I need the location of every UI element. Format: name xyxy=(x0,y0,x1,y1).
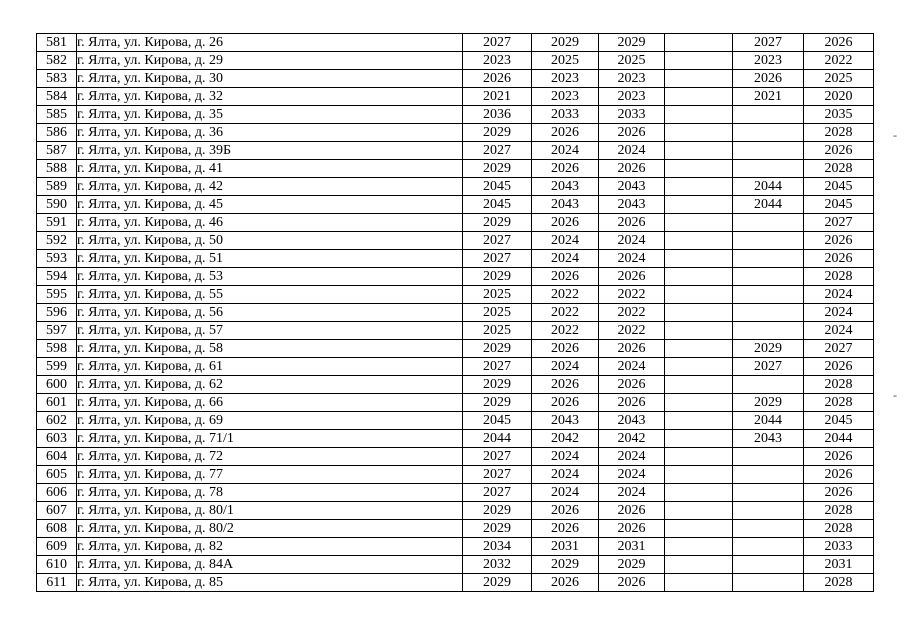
year-cell-6: 2020 xyxy=(804,88,874,106)
table-row xyxy=(37,520,874,538)
table-row xyxy=(37,484,874,502)
schedule-table xyxy=(36,33,874,592)
year-cell-2: 2024 xyxy=(532,466,599,484)
year-cell-2: 2029 xyxy=(532,34,599,52)
year-cell-5 xyxy=(733,142,804,160)
year-cell-1: 2027 xyxy=(463,448,532,466)
year-cell-6: 2026 xyxy=(804,250,874,268)
table-row xyxy=(37,376,874,394)
year-cell-4 xyxy=(665,250,733,268)
table-row xyxy=(37,358,874,376)
year-cell-2: 2024 xyxy=(532,358,599,376)
address-cell: г. Ялта, ул. Кирова, д. 61 xyxy=(77,358,463,376)
address-cell: г. Ялта, ул. Кирова, д. 26 xyxy=(77,34,463,52)
year-cell-6: 2026 xyxy=(804,232,874,250)
year-cell-5: 2044 xyxy=(733,412,804,430)
year-cell-4 xyxy=(665,430,733,448)
year-cell-5 xyxy=(733,574,804,592)
year-cell-5: 2029 xyxy=(733,340,804,358)
year-cell-1: 2029 xyxy=(463,268,532,286)
table-row xyxy=(37,340,874,358)
address-cell: г. Ялта, ул. Кирова, д. 29 xyxy=(77,52,463,70)
table-row xyxy=(37,574,874,592)
row-number-cell: 611 xyxy=(37,574,77,592)
year-cell-2: 2042 xyxy=(532,430,599,448)
address-cell: г. Ялта, ул. Кирова, д. 62 xyxy=(77,376,463,394)
year-cell-1: 2032 xyxy=(463,556,532,574)
table-row xyxy=(37,430,874,448)
table-row xyxy=(37,34,874,52)
year-cell-1: 2027 xyxy=(463,466,532,484)
year-cell-5 xyxy=(733,106,804,124)
row-number-cell: 584 xyxy=(37,88,77,106)
year-cell-4 xyxy=(665,160,733,178)
address-cell: г. Ялта, ул. Кирова, д. 41 xyxy=(77,160,463,178)
row-number-cell: 594 xyxy=(37,268,77,286)
year-cell-4 xyxy=(665,376,733,394)
year-cell-6: 2028 xyxy=(804,502,874,520)
address-cell: г. Ялта, ул. Кирова, д. 39Б xyxy=(77,142,463,160)
year-cell-2: 2031 xyxy=(532,538,599,556)
year-cell-5 xyxy=(733,502,804,520)
row-number-cell: 599 xyxy=(37,358,77,376)
address-cell: г. Ялта, ул. Кирова, д. 66 xyxy=(77,394,463,412)
table-row xyxy=(37,196,874,214)
year-cell-3: 2026 xyxy=(599,214,665,232)
year-cell-3: 2024 xyxy=(599,232,665,250)
year-cell-5 xyxy=(733,304,804,322)
row-number-cell: 607 xyxy=(37,502,77,520)
table-row xyxy=(37,502,874,520)
year-cell-1: 2029 xyxy=(463,214,532,232)
year-cell-4 xyxy=(665,412,733,430)
year-cell-3: 2024 xyxy=(599,358,665,376)
year-cell-3: 2026 xyxy=(599,520,665,538)
year-cell-3: 2024 xyxy=(599,484,665,502)
year-cell-5 xyxy=(733,520,804,538)
year-cell-4 xyxy=(665,502,733,520)
year-cell-1: 2025 xyxy=(463,286,532,304)
year-cell-3: 2023 xyxy=(599,88,665,106)
address-cell: г. Ялта, ул. Кирова, д. 35 xyxy=(77,106,463,124)
year-cell-2: 2023 xyxy=(532,70,599,88)
address-cell: г. Ялта, ул. Кирова, д. 72 xyxy=(77,448,463,466)
year-cell-4 xyxy=(665,52,733,70)
table-row xyxy=(37,214,874,232)
year-cell-2: 2026 xyxy=(532,124,599,142)
year-cell-1: 2036 xyxy=(463,106,532,124)
year-cell-1: 2029 xyxy=(463,394,532,412)
table-row xyxy=(37,106,874,124)
year-cell-3: 2026 xyxy=(599,124,665,142)
year-cell-5 xyxy=(733,448,804,466)
year-cell-2: 2024 xyxy=(532,142,599,160)
year-cell-2: 2029 xyxy=(532,556,599,574)
year-cell-3: 2026 xyxy=(599,394,665,412)
year-cell-4 xyxy=(665,466,733,484)
year-cell-2: 2024 xyxy=(532,250,599,268)
row-number-cell: 598 xyxy=(37,340,77,358)
year-cell-5 xyxy=(733,322,804,340)
row-number-cell: 606 xyxy=(37,484,77,502)
year-cell-2: 2026 xyxy=(532,394,599,412)
year-cell-2: 2024 xyxy=(532,484,599,502)
year-cell-2: 2022 xyxy=(532,304,599,322)
year-cell-1: 2025 xyxy=(463,304,532,322)
address-cell: г. Ялта, ул. Кирова, д. 32 xyxy=(77,88,463,106)
table-row xyxy=(37,412,874,430)
row-number-cell: 604 xyxy=(37,448,77,466)
year-cell-3: 2043 xyxy=(599,178,665,196)
year-cell-1: 2023 xyxy=(463,52,532,70)
year-cell-4 xyxy=(665,232,733,250)
year-cell-4 xyxy=(665,340,733,358)
row-number-cell: 593 xyxy=(37,250,77,268)
address-cell: г. Ялта, ул. Кирова, д. 80/1 xyxy=(77,502,463,520)
year-cell-3: 2022 xyxy=(599,286,665,304)
row-number-cell: 585 xyxy=(37,106,77,124)
table-row xyxy=(37,52,874,70)
year-cell-5 xyxy=(733,250,804,268)
table-row xyxy=(37,286,874,304)
year-cell-6: 2031 xyxy=(804,556,874,574)
year-cell-4 xyxy=(665,142,733,160)
year-cell-4 xyxy=(665,178,733,196)
year-cell-5 xyxy=(733,376,804,394)
year-cell-4 xyxy=(665,214,733,232)
year-cell-3: 2024 xyxy=(599,250,665,268)
margin-mark: - xyxy=(893,128,897,142)
year-cell-6: 2027 xyxy=(804,340,874,358)
year-cell-2: 2026 xyxy=(532,376,599,394)
table-row xyxy=(37,538,874,556)
address-cell: г. Ялта, ул. Кирова, д. 77 xyxy=(77,466,463,484)
year-cell-6: 2026 xyxy=(804,484,874,502)
year-cell-4 xyxy=(665,448,733,466)
year-cell-6: 2024 xyxy=(804,304,874,322)
year-cell-6: 2026 xyxy=(804,358,874,376)
year-cell-4 xyxy=(665,88,733,106)
row-number-cell: 595 xyxy=(37,286,77,304)
year-cell-6: 2045 xyxy=(804,178,874,196)
year-cell-3: 2024 xyxy=(599,142,665,160)
year-cell-1: 2029 xyxy=(463,502,532,520)
year-cell-2: 2026 xyxy=(532,268,599,286)
year-cell-4 xyxy=(665,394,733,412)
year-cell-4 xyxy=(665,34,733,52)
year-cell-3: 2043 xyxy=(599,412,665,430)
year-cell-5 xyxy=(733,124,804,142)
address-cell: г. Ялта, ул. Кирова, д. 78 xyxy=(77,484,463,502)
year-cell-6: 2035 xyxy=(804,106,874,124)
year-cell-1: 2027 xyxy=(463,232,532,250)
row-number-cell: 610 xyxy=(37,556,77,574)
year-cell-1: 2029 xyxy=(463,160,532,178)
address-cell: г. Ялта, ул. Кирова, д. 50 xyxy=(77,232,463,250)
address-cell: г. Ялта, ул. Кирова, д. 82 xyxy=(77,538,463,556)
year-cell-4 xyxy=(665,268,733,286)
year-cell-3: 2042 xyxy=(599,430,665,448)
table-row xyxy=(37,178,874,196)
year-cell-6: 2028 xyxy=(804,124,874,142)
year-cell-5: 2023 xyxy=(733,52,804,70)
address-cell: г. Ялта, ул. Кирова, д. 71/1 xyxy=(77,430,463,448)
year-cell-6: 2022 xyxy=(804,52,874,70)
year-cell-3: 2026 xyxy=(599,502,665,520)
year-cell-5 xyxy=(733,538,804,556)
year-cell-5 xyxy=(733,484,804,502)
year-cell-1: 2027 xyxy=(463,250,532,268)
table-row xyxy=(37,466,874,484)
year-cell-1: 2045 xyxy=(463,178,532,196)
table-row xyxy=(37,304,874,322)
year-cell-6: 2028 xyxy=(804,376,874,394)
year-cell-5: 2026 xyxy=(733,70,804,88)
year-cell-6: 2026 xyxy=(804,466,874,484)
year-cell-3: 2043 xyxy=(599,196,665,214)
year-cell-5 xyxy=(733,286,804,304)
address-cell: г. Ялта, ул. Кирова, д. 36 xyxy=(77,124,463,142)
year-cell-2: 2022 xyxy=(532,286,599,304)
table-row xyxy=(37,160,874,178)
year-cell-1: 2045 xyxy=(463,196,532,214)
year-cell-2: 2023 xyxy=(532,88,599,106)
year-cell-5: 2021 xyxy=(733,88,804,106)
year-cell-4 xyxy=(665,196,733,214)
row-number-cell: 589 xyxy=(37,178,77,196)
year-cell-4 xyxy=(665,286,733,304)
year-cell-2: 2025 xyxy=(532,52,599,70)
address-cell: г. Ялта, ул. Кирова, д. 51 xyxy=(77,250,463,268)
table-row xyxy=(37,232,874,250)
year-cell-3: 2022 xyxy=(599,322,665,340)
year-cell-1: 2021 xyxy=(463,88,532,106)
table-row xyxy=(37,142,874,160)
year-cell-4 xyxy=(665,484,733,502)
table-row xyxy=(37,556,874,574)
row-number-cell: 583 xyxy=(37,70,77,88)
table-row xyxy=(37,88,874,106)
margin-mark: - xyxy=(893,388,897,402)
year-cell-1: 2026 xyxy=(463,70,532,88)
row-number-cell: 591 xyxy=(37,214,77,232)
address-cell: г. Ялта, ул. Кирова, д. 80/2 xyxy=(77,520,463,538)
year-cell-5 xyxy=(733,232,804,250)
table-row xyxy=(37,250,874,268)
table-row xyxy=(37,322,874,340)
year-cell-6: 2026 xyxy=(804,142,874,160)
year-cell-6: 2024 xyxy=(804,322,874,340)
table-row xyxy=(37,124,874,142)
year-cell-4 xyxy=(665,106,733,124)
address-cell: г. Ялта, ул. Кирова, д. 46 xyxy=(77,214,463,232)
year-cell-2: 2026 xyxy=(532,160,599,178)
year-cell-1: 2027 xyxy=(463,484,532,502)
year-cell-6: 2028 xyxy=(804,520,874,538)
row-number-cell: 597 xyxy=(37,322,77,340)
row-number-cell: 600 xyxy=(37,376,77,394)
year-cell-1: 2029 xyxy=(463,520,532,538)
year-cell-4 xyxy=(665,322,733,340)
year-cell-2: 2033 xyxy=(532,106,599,124)
year-cell-6: 2028 xyxy=(804,574,874,592)
year-cell-6: 2045 xyxy=(804,196,874,214)
year-cell-1: 2027 xyxy=(463,142,532,160)
year-cell-6: 2027 xyxy=(804,214,874,232)
row-number-cell: 603 xyxy=(37,430,77,448)
year-cell-5 xyxy=(733,160,804,178)
table-row xyxy=(37,394,874,412)
year-cell-6: 2025 xyxy=(804,70,874,88)
year-cell-6: 2044 xyxy=(804,430,874,448)
address-cell: г. Ялта, ул. Кирова, д. 55 xyxy=(77,286,463,304)
year-cell-2: 2026 xyxy=(532,520,599,538)
year-cell-5: 2027 xyxy=(733,34,804,52)
year-cell-5: 2043 xyxy=(733,430,804,448)
year-cell-5 xyxy=(733,466,804,484)
year-cell-3: 2026 xyxy=(599,574,665,592)
year-cell-2: 2026 xyxy=(532,214,599,232)
year-cell-2: 2026 xyxy=(532,574,599,592)
year-cell-2: 2043 xyxy=(532,412,599,430)
table-row xyxy=(37,448,874,466)
year-cell-3: 2031 xyxy=(599,538,665,556)
year-cell-2: 2024 xyxy=(532,232,599,250)
year-cell-3: 2029 xyxy=(599,34,665,52)
table-row xyxy=(37,268,874,286)
address-cell: г. Ялта, ул. Кирова, д. 30 xyxy=(77,70,463,88)
year-cell-3: 2026 xyxy=(599,160,665,178)
year-cell-3: 2029 xyxy=(599,556,665,574)
row-number-cell: 582 xyxy=(37,52,77,70)
year-cell-4 xyxy=(665,520,733,538)
year-cell-6: 2024 xyxy=(804,286,874,304)
row-number-cell: 596 xyxy=(37,304,77,322)
year-cell-3: 2026 xyxy=(599,376,665,394)
year-cell-6: 2045 xyxy=(804,412,874,430)
year-cell-2: 2026 xyxy=(532,502,599,520)
row-number-cell: 586 xyxy=(37,124,77,142)
year-cell-1: 2027 xyxy=(463,34,532,52)
year-cell-1: 2044 xyxy=(463,430,532,448)
row-number-cell: 601 xyxy=(37,394,77,412)
row-number-cell: 581 xyxy=(37,34,77,52)
year-cell-3: 2025 xyxy=(599,52,665,70)
year-cell-3: 2024 xyxy=(599,466,665,484)
year-cell-3: 2033 xyxy=(599,106,665,124)
address-cell: г. Ялта, ул. Кирова, д. 45 xyxy=(77,196,463,214)
row-number-cell: 587 xyxy=(37,142,77,160)
row-number-cell: 588 xyxy=(37,160,77,178)
year-cell-4 xyxy=(665,304,733,322)
year-cell-5 xyxy=(733,556,804,574)
year-cell-3: 2026 xyxy=(599,268,665,286)
row-number-cell: 609 xyxy=(37,538,77,556)
year-cell-2: 2026 xyxy=(532,340,599,358)
year-cell-5: 2044 xyxy=(733,196,804,214)
year-cell-1: 2025 xyxy=(463,322,532,340)
year-cell-5: 2029 xyxy=(733,394,804,412)
year-cell-1: 2029 xyxy=(463,574,532,592)
year-cell-6: 2028 xyxy=(804,160,874,178)
address-cell: г. Ялта, ул. Кирова, д. 56 xyxy=(77,304,463,322)
row-number-cell: 608 xyxy=(37,520,77,538)
year-cell-6: 2028 xyxy=(804,268,874,286)
year-cell-6: 2026 xyxy=(804,448,874,466)
year-cell-6: 2026 xyxy=(804,34,874,52)
table-row xyxy=(37,70,874,88)
address-cell: г. Ялта, ул. Кирова, д. 58 xyxy=(77,340,463,358)
year-cell-2: 2043 xyxy=(532,178,599,196)
address-cell: г. Ялта, ул. Кирова, д. 57 xyxy=(77,322,463,340)
address-cell: г. Ялта, ул. Кирова, д. 53 xyxy=(77,268,463,286)
year-cell-3: 2026 xyxy=(599,340,665,358)
year-cell-2: 2043 xyxy=(532,196,599,214)
year-cell-4 xyxy=(665,574,733,592)
year-cell-1: 2045 xyxy=(463,412,532,430)
year-cell-6: 2033 xyxy=(804,538,874,556)
year-cell-5: 2027 xyxy=(733,358,804,376)
year-cell-1: 2027 xyxy=(463,358,532,376)
row-number-cell: 590 xyxy=(37,196,77,214)
row-number-cell: 592 xyxy=(37,232,77,250)
address-cell: г. Ялта, ул. Кирова, д. 84А xyxy=(77,556,463,574)
year-cell-1: 2029 xyxy=(463,124,532,142)
year-cell-5 xyxy=(733,214,804,232)
year-cell-1: 2034 xyxy=(463,538,532,556)
year-cell-4 xyxy=(665,70,733,88)
year-cell-3: 2022 xyxy=(599,304,665,322)
year-cell-4 xyxy=(665,538,733,556)
year-cell-5: 2044 xyxy=(733,178,804,196)
year-cell-3: 2024 xyxy=(599,448,665,466)
address-cell: г. Ялта, ул. Кирова, д. 85 xyxy=(77,574,463,592)
year-cell-4 xyxy=(665,124,733,142)
year-cell-4 xyxy=(665,556,733,574)
year-cell-2: 2024 xyxy=(532,448,599,466)
row-number-cell: 605 xyxy=(37,466,77,484)
address-cell: г. Ялта, ул. Кирова, д. 69 xyxy=(77,412,463,430)
address-cell: г. Ялта, ул. Кирова, д. 42 xyxy=(77,178,463,196)
year-cell-1: 2029 xyxy=(463,376,532,394)
table-body xyxy=(37,34,874,592)
year-cell-5 xyxy=(733,268,804,286)
row-number-cell: 602 xyxy=(37,412,77,430)
year-cell-2: 2022 xyxy=(532,322,599,340)
year-cell-3: 2023 xyxy=(599,70,665,88)
year-cell-4 xyxy=(665,358,733,376)
year-cell-1: 2029 xyxy=(463,340,532,358)
year-cell-6: 2028 xyxy=(804,394,874,412)
